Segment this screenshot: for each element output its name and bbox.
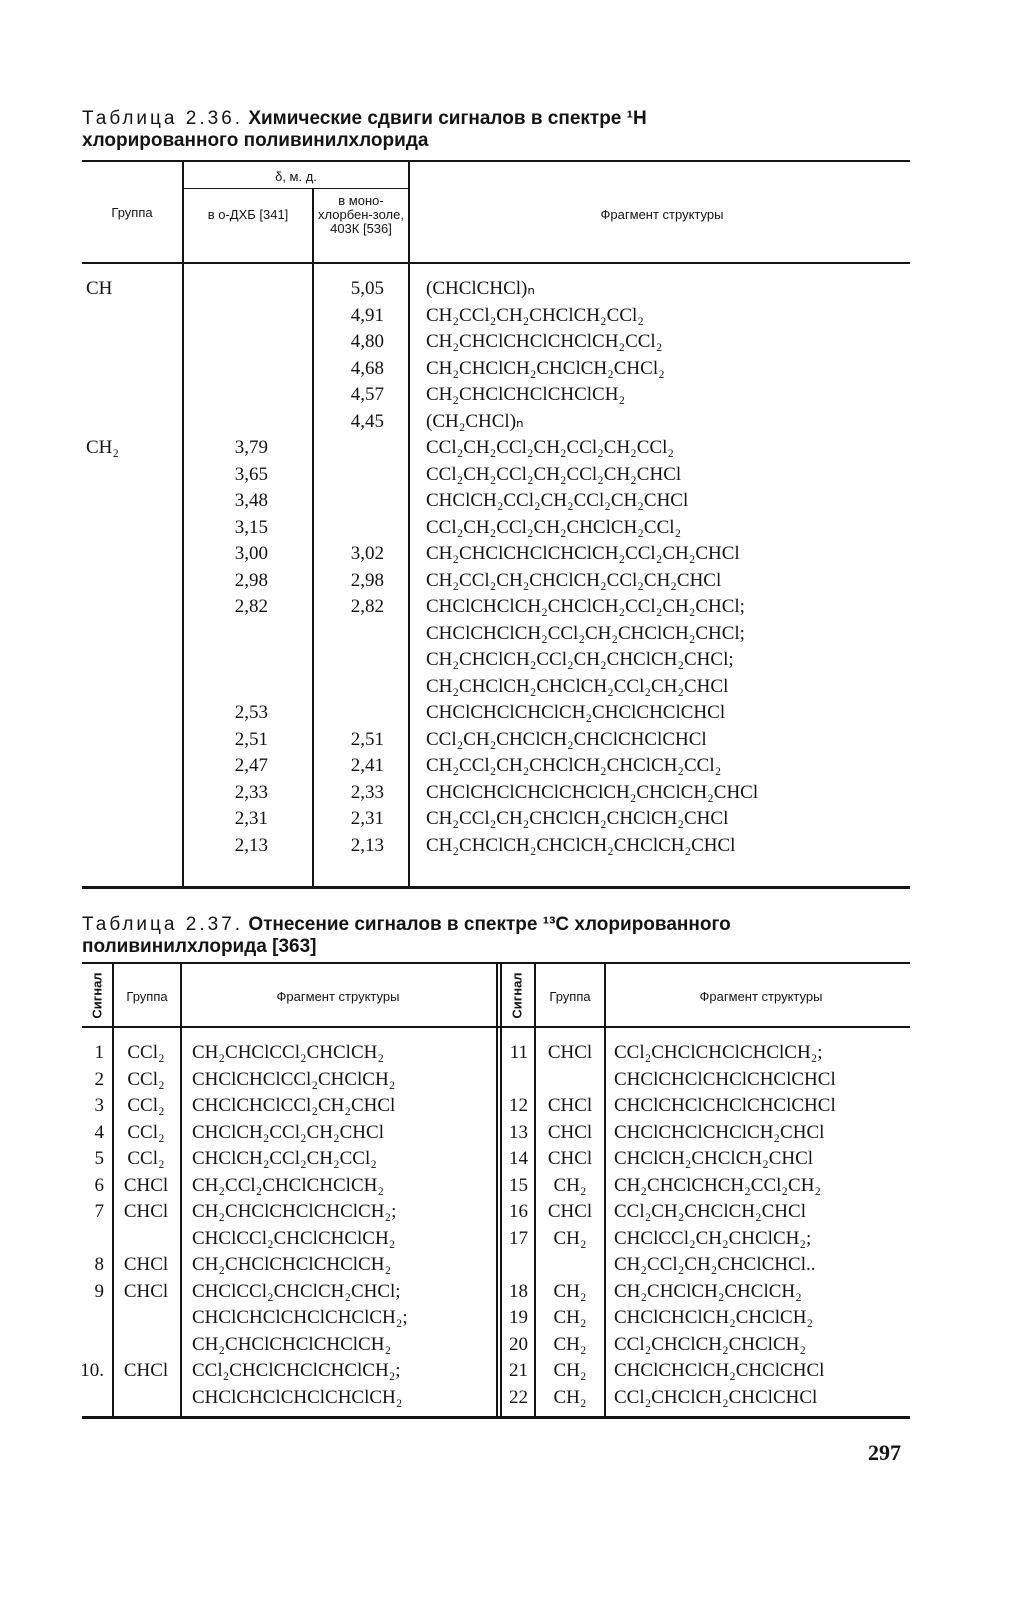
fragment-cell: CH₂CCl₂CH₂CHClCHCl.. [614,1254,816,1275]
table-236-label: Таблица 2.36. [82,108,244,129]
group-cell: CHCl [123,1254,169,1275]
group-cell: CCl₂ [127,1148,165,1169]
shift-mono-cell: 4,68 [350,357,384,379]
t237-mid-div-a [496,964,498,1416]
signal-cell [76,1385,104,1412]
group-cell [114,1385,178,1412]
fragment-cell: CHClCCl₂CHClCH₂CHCl; [192,1280,401,1302]
head-odhb: в о-ДХБ [341] [207,207,289,222]
fragment-cell: CHClCCl₂CH₂CHClCH₂; [614,1227,812,1249]
signal-cell: 11 [509,1042,528,1063]
group-cell: CH₂ [553,1307,587,1328]
signal-cell: 13 [509,1121,528,1143]
col-divider-3 [408,162,410,886]
shift-mono-cell [314,515,384,542]
signal-cell: 22 [509,1386,528,1408]
shift-mono-cell [314,621,384,648]
group-cell: CCl₂ [127,1095,165,1116]
signal-cell [76,1305,104,1332]
fragment-cell: CH₂CHClCH₂CHClCH₂CHClCH₂CHCl [426,834,736,856]
group-cell [86,568,176,595]
group-cell [86,462,176,489]
fragment-cell: CHClCHClCCl₂CHClCH₂ [192,1068,396,1090]
fragment-cell: CHClCHClCHClCH₂CHCl [614,1121,825,1143]
head-signal-right: Сигнал [509,972,525,1019]
fragment-cell: CCl₂CHClCH₂CHClCHCl [614,1386,818,1408]
group-cell [86,488,176,515]
group-cell: CHCl [547,1148,593,1169]
group-cell: CH₂ [86,437,120,458]
head-fragment-left: Фрагмент структуры [276,989,400,1004]
shift-mono-cell: 3,02 [350,543,384,564]
fragment-cell: CHClCHClCH₂CHClCH₂CCl₂CH₂CHCl; [426,596,745,617]
group-cell: CH₂ [553,1227,587,1249]
group-cell [86,329,176,356]
shift-odhb-cell: 2,47 [234,755,268,776]
t237-left-fragment-column [192,1040,492,1411]
table-237-caption [82,914,922,958]
signal-cell: 5 [94,1148,104,1169]
shift-mono-cell: 4,57 [350,384,384,405]
group-cell [86,700,176,727]
group-cell [86,674,176,701]
t237-right-div-2 [604,964,606,1416]
fragment-cell: CHClCHClCHClCHClCHCl [614,1095,836,1116]
group-cell [86,647,176,674]
fragment-cell: CH₂CHClCHClCHClCH₂CCl₂CH₂CHCl [426,543,740,564]
shift-odhb-cell [186,621,268,648]
fragment-cell: CH₂CCl₂CH₂CHClCH₂CCl₂ [426,304,644,326]
fragment-cell: CH₂CCl₂CHClCHClCH₂ [192,1174,384,1196]
group-cell: CH₂ [553,1174,587,1196]
group-cell: CH₂ [553,1360,587,1381]
shift-mono-cell [314,462,384,489]
group-cell: CH₂ [553,1280,587,1302]
signal-cell: 21 [509,1360,528,1381]
fragment-cell: CH₂CHClCHClCHClCH₂CCl₂ [426,331,663,352]
group-cell: CHCl [123,1280,169,1302]
group-cell: CH [86,278,113,299]
signal-cell [76,1332,104,1359]
head-group-left: Группа [126,989,168,1004]
group-cell: CHCl [547,1042,593,1063]
group-cell: CHCl [123,1201,169,1222]
shift-mono-cell [314,488,384,515]
shift-odhb-cell: 2,98 [234,569,268,591]
shift-mono-cell [314,674,384,701]
group-cell [86,833,176,860]
col-divider-1 [182,162,184,886]
shift-odhb-cell [186,647,268,674]
signal-cell: 18 [509,1280,528,1302]
signal-cell: 16 [509,1201,528,1222]
group-cell [86,303,176,330]
signal-cell: 19 [509,1307,528,1328]
fragment-cell: CHClCH₂CCl₂CH₂CCl₂CH₂CHCl [426,490,689,511]
shift-mono-cell: 4,91 [350,304,384,326]
table-236-group-column [86,276,176,859]
shift-mono-cell: 4,45 [350,410,384,432]
group-cell [86,594,176,621]
signal-cell: 14 [509,1148,528,1169]
fragment-cell: (CHClCHCl)ₙ [426,278,535,299]
shift-odhb-cell [186,303,268,330]
group-cell [86,780,176,807]
fragment-cell: CHClCHClCHClCHClCH₂CHClCH₂CHCl [426,781,759,803]
fragment-cell: CCl₂CHClCHClCHClCH₂; [192,1360,401,1381]
group-cell [86,541,176,568]
fragment-cell: (CH₂CHCl)ₙ [426,410,524,432]
shift-odhb-cell [186,329,268,356]
fragment-cell: CH₂CCl₂CH₂CHClCH₂CHClCH₂CCl₂ [426,755,722,776]
fragment-cell: CCl₂CH₂CHClCH₂CHCl [614,1201,806,1222]
group-cell: CCl₂ [127,1068,165,1090]
fragment-cell: CH₂CHClCH₂CHClCH₂CHCl₂ [426,357,665,379]
table-236-title-line1: Химические сдвиги сигналов в спектре ¹H [248,108,647,129]
shift-odhb-cell: 2,31 [234,808,268,829]
fragment-cell: CCl₂CH₂CCl₂CH₂CCl₂CH₂CHCl [426,463,682,485]
head-signal-left: Сигнал [89,972,105,1019]
group-cell: CCl₂ [127,1121,165,1143]
head-group-right: Группа [549,989,591,1004]
signal-cell: 4 [94,1121,104,1143]
group-cell: CH₂ [553,1333,587,1355]
fragment-cell: CH₂CHClCHClCHClCH₂; [192,1201,397,1222]
shift-mono-cell [314,700,384,727]
table-236-bottom-rule [82,886,910,889]
shift-mono-cell [314,435,384,462]
fragment-cell: CH₂CHClCHCH₂CCl₂CH₂ [614,1174,822,1196]
t237-right-fragment-column [614,1040,914,1411]
table-236-mono-column [314,276,384,859]
signal-cell: 10. [80,1360,104,1381]
fragment-cell: CHClCH₂CCl₂CH₂CHCl [192,1121,384,1143]
table-236-title-line2: хлорированного поливинилхлорида [82,130,429,151]
fragment-cell: CHClCCl₂CHClCHClCH₂ [192,1227,396,1249]
t237-left-group-column [114,1040,178,1411]
group-cell [114,1305,178,1332]
signal-cell: 8 [94,1254,104,1275]
shift-mono-cell: 2,13 [350,834,384,856]
table-236-odhb-column [186,276,268,859]
group-cell [536,1067,604,1094]
page-number: 297 [868,1440,901,1465]
head-mono: в моно-хлорбен-золе, 403К [536] [318,193,404,236]
fragment-cell: CCl₂CHClCHClCHClCH₂; [614,1042,823,1063]
shift-mono-cell: 2,31 [350,808,384,829]
fragment-cell: CHClCH₂CCl₂CH₂CCl₂ [192,1148,377,1169]
head-fragment: Фрагмент структуры [600,207,724,222]
fragment-cell: CH₂CCl₂CH₂CHClCH₂CHClCH₂CHCl [426,808,729,829]
signal-cell [502,1067,528,1094]
fragment-cell: CCl₂CH₂CCl₂CH₂CCl₂CH₂CCl₂ [426,437,675,458]
fragment-cell: CH₂CHClCH₂CHClCH₂CCl₂CH₂CHCl [426,675,729,697]
table-237-title-line2: поливинилхлорида [363] [82,936,317,957]
fragment-cell: CHClCHClCCl₂CH₂CHCl [192,1095,396,1116]
table-237-label: Таблица 2.37. [82,914,244,935]
shift-mono-cell [314,647,384,674]
table-236-caption [82,108,922,152]
group-cell [86,409,176,436]
signal-cell: 1 [94,1042,104,1063]
fragment-cell: CHClCHClCH₂CHClCH₂ [614,1307,814,1328]
shift-odhb-cell: 3,00 [234,543,268,564]
fragment-cell: CH₂CHClCHClCHClCH₂ [192,1254,392,1275]
shift-mono-cell: 2,98 [350,569,384,591]
signal-cell: 6 [94,1174,104,1196]
signal-cell: 9 [94,1280,104,1302]
shift-mono-cell: 2,51 [350,728,384,750]
group-cell: CHCl [547,1095,593,1116]
t237-left-div-2 [180,964,182,1416]
fragment-cell: CHClCHClCH₂CCl₂CH₂CHClCH₂CHCl; [426,622,745,644]
group-cell [86,382,176,409]
group-cell [114,1332,178,1359]
group-cell: CCl₂ [127,1042,165,1063]
fragment-cell: CH₂CHClCHClCHClCH₂ [192,1333,392,1355]
group-cell: CHCl [547,1121,593,1143]
fragment-cell: CHClCHClCHClCHClCH₂; [192,1307,408,1328]
fragment-cell: CH₂CHClCH₂CHClCH₂ [614,1280,802,1302]
shift-odhb-cell [186,382,268,409]
table-236-head-rule [82,262,910,264]
group-cell [86,356,176,383]
shift-odhb-cell: 2,51 [234,728,268,750]
fragment-cell: CH₂CHClCH₂CCl₂CH₂CHClCH₂CHCl; [426,649,734,670]
table-237-title-line1: Отнесение сигналов в спектре ¹³C хлорированного [248,914,731,935]
head-group: Группа [111,205,153,220]
group-cell [86,515,176,542]
t237-left-signal-column [76,1040,104,1411]
signal-cell: 2 [94,1068,104,1090]
fragment-cell: CHClCHClCH₂CHClCHCl [614,1360,825,1381]
group-cell: CHCl [123,1360,169,1381]
shift-mono-cell: 2,41 [350,755,384,776]
t237-right-group-column [536,1040,604,1411]
shift-odhb-cell: 2,82 [234,596,268,617]
fragment-cell: CHClCH₂CHClCH₂CHCl [614,1148,814,1169]
fragment-cell: CHClCHClCHClCHClCHCl [614,1068,836,1090]
signal-cell: 3 [94,1095,104,1116]
signal-cell: 17 [509,1227,528,1249]
fragment-cell: CH₂CCl₂CH₂CHClCH₂CCl₂CH₂CHCl [426,569,722,591]
fragment-cell: CCl₂CHClCH₂CHClCH₂ [614,1333,806,1355]
signal-cell: 7 [94,1201,104,1222]
shift-mono-cell: 2,82 [350,596,384,617]
fragment-cell: CH₂CHClCHClCHClCH₂ [426,384,626,405]
head-fragment-right: Фрагмент структуры [699,989,823,1004]
signal-cell [76,1226,104,1253]
table-236-fragment-column [426,276,906,859]
shift-odhb-cell [186,276,268,303]
shift-mono-cell: 5,05 [350,278,384,299]
shift-odhb-cell [186,356,268,383]
group-cell: CH₂ [553,1386,587,1408]
signal-cell: 20 [509,1333,528,1355]
t237-right-signal-column [502,1040,528,1411]
shift-odhb-cell: 2,13 [234,834,268,856]
fragment-cell: CH₂CHClCCl₂CHClCH₂ [192,1042,384,1063]
shift-odhb-cell: 3,15 [234,516,268,538]
shift-odhb-cell: 3,65 [234,463,268,485]
delta-subhead-rule [184,188,408,189]
signal-cell: 12 [509,1095,528,1116]
shift-odhb-cell [186,409,268,436]
shift-odhb-cell: 2,33 [234,781,268,803]
fragment-cell: CHClCHClCHClCH₂CHClCHClCHCl [426,702,726,723]
table-236-top-rule [82,160,910,162]
signal-cell: 15 [509,1174,528,1196]
group-cell: CHCl [547,1201,593,1222]
signal-cell [502,1252,528,1279]
shift-odhb-cell: 2,53 [234,702,268,723]
group-cell [86,753,176,780]
fragment-cell: CCl₂CH₂CCl₂CH₂CHClCH₂CCl₂ [426,516,682,538]
shift-odhb-cell: 3,48 [234,490,268,511]
group-cell [536,1252,604,1279]
shift-odhb-cell: 3,79 [234,437,268,458]
shift-mono-cell: 4,80 [350,331,384,352]
fragment-cell: CCl₂CH₂CHClCH₂CHClCHClCHCl [426,728,707,750]
table-237-bottom-rule [82,1416,910,1419]
group-cell [86,806,176,833]
group-cell: CHCl [123,1174,169,1196]
group-cell [114,1226,178,1253]
shift-mono-cell: 2,33 [350,781,384,803]
shift-odhb-cell [186,674,268,701]
fragment-cell: CHClCHClCHClCHClCH₂ [192,1386,403,1408]
head-delta: δ, м. д. [275,169,317,184]
group-cell [86,621,176,648]
group-cell [86,727,176,754]
